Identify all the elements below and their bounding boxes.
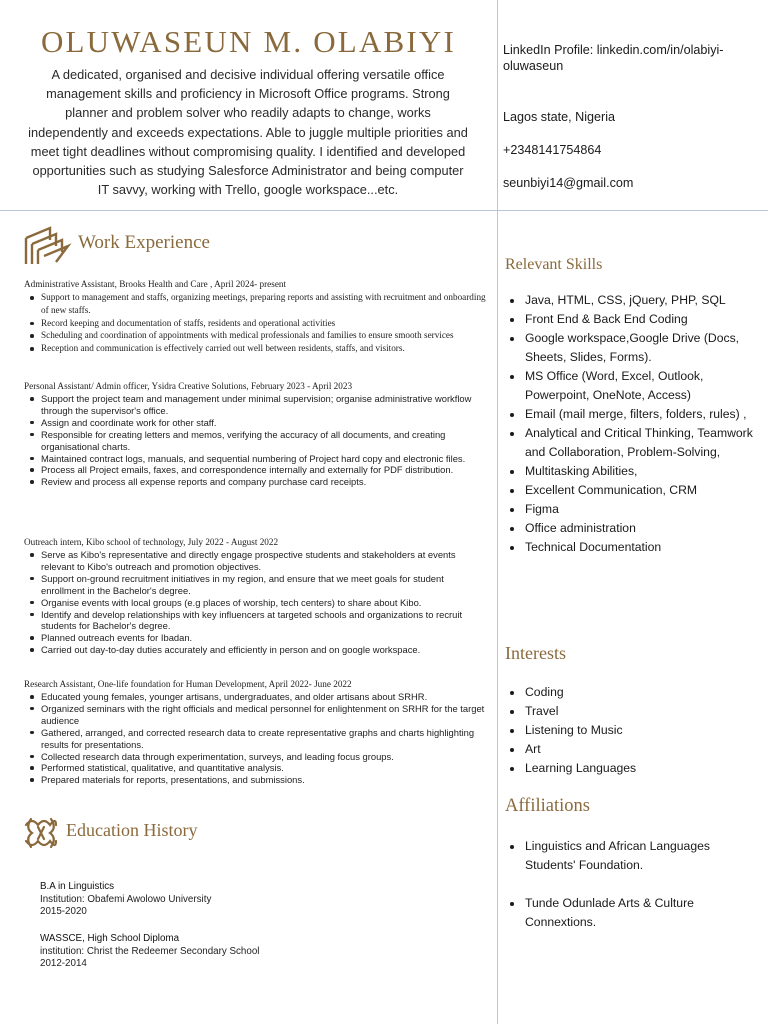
job-entry [24, 536, 490, 656]
years: 2012-2014 [40, 958, 87, 970]
duty-item: Support the project team and management under minimal supervision; organise administrative workflow through the supervisor's office. [24, 393, 490, 417]
duty-item: Record keeping and documentation of staffs, residents and operational activities [24, 317, 490, 330]
duty-item: Identify and develop relationships with key influencers at targeted schools and organizations to recruit students for Bachelor's degree. [24, 609, 490, 633]
job-entry [24, 678, 490, 786]
duty-item: Performed statistical, qualitative, and quantitative analysis. [24, 762, 490, 774]
job-title: Administrative Assistant, Brooks Health and Care , April 2024- present [24, 279, 287, 289]
skill-item: MS Office (Word, Excel, Outlook, Powerpoint, OneNote, Access) [510, 367, 760, 405]
years: 2015-2020 [40, 906, 87, 918]
job-entry [24, 380, 490, 488]
duty-item: Prepared materials for reports, presentations, and submissions. [24, 774, 490, 786]
job-duties [24, 691, 490, 786]
degree: B.A in Linguistics [40, 881, 115, 892]
skill-item: Analytical and Critical Thinking, Teamwork and Collaboration, Problem-Solving, [510, 424, 760, 462]
affiliation-item: Linguistics and African Languages Students' Foundation. [510, 837, 760, 875]
duty-item: Review and process all expense reports and company purchase card receipts. [24, 476, 490, 488]
skill-item: Technical Documentation [510, 538, 760, 557]
affiliations-list [510, 837, 760, 951]
interest-item: Travel [510, 702, 760, 721]
location: Lagos state, Nigeria [503, 110, 616, 124]
duty-item: Process all Project emails, faxes, and correspondence internally and externally for PDF distribution. [24, 464, 490, 476]
skill-item: Google workspace,Google Drive (Docs, Sheets, Slides, Forms). [510, 329, 760, 367]
duty-item: Support to management and staffs, organizing meetings, preparing reports and assisting with recruitment and onboarding of new staffs. [24, 291, 490, 317]
vertical-divider [497, 0, 498, 1024]
skill-item: Email (mail merge, filters, folders, rules) , [510, 405, 760, 424]
duty-item: Maintained contract logs, manuals, and sequential numbering of Project hard copy and electronic files. [24, 453, 490, 465]
skill-item: Office administration [510, 519, 760, 538]
interest-item: Listening to Music [510, 721, 760, 740]
profile-summary: A dedicated, organised and decisive individual offering versatile office management skills and proficiency in Microsoft Office programs. Strong planner and problem solver who readily adapts to change, works independently and exceeds expectations. Able to juggle multiple priorities and meet tight deadlines without compromising quality. I identified and developed opportunities such as studying Salesforce Administrator and being computer IT savvy, working with Trello, google workspace...etc. [28, 67, 468, 198]
stacked-chevrons-icon [22, 224, 72, 268]
knot-ornament-icon [23, 815, 59, 851]
work-experience-heading: Work Experience [78, 232, 210, 253]
job-duties [24, 393, 490, 488]
affiliations-heading: Affiliations [505, 796, 590, 816]
duty-item: Gathered, arranged, and corrected research data to create representative graphs and charts highlighting results for presentations. [24, 727, 490, 751]
job-duties [24, 549, 490, 656]
duty-item: Organise events with local groups (e.g places of worship, tech centers) to share about Kibo. [24, 597, 490, 609]
interests-list [510, 683, 760, 778]
job-title: Personal Assistant/ Admin officer, Ysidra Creative Solutions, February 2023 - April 2023 [24, 381, 353, 391]
linkedin-profile[interactable]: LinkedIn Profile: linkedin.com/in/olabiyi-oluwaseun [503, 43, 724, 73]
skill-item: Multitasking Abilities, [510, 462, 760, 481]
duty-item: Responsible for creating letters and memos, verifying the accuracy of all documents, and creating organisational charts. [24, 429, 490, 453]
skill-item: Excellent Communication, CRM [510, 481, 760, 500]
skill-item: Figma [510, 500, 760, 519]
duty-item: Scheduling and coordination of appointments with medical professionals and families to ensure smooth services [24, 329, 490, 342]
duty-item: Serve as Kibo's representative and directly engage prospective students and stakeholders at events relevant to Kibo's outreach and promotion objectives. [24, 549, 490, 573]
skill-item: Java, HTML, CSS, jQuery, PHP, SQL [510, 291, 760, 310]
job-title: Research Assistant, One-life foundation for Human Development, April 2022- June 2022 [24, 679, 352, 689]
skills-list [510, 291, 760, 557]
institution: institution: Christ the Redeemer Secondary School [40, 945, 260, 957]
horizontal-divider [0, 210, 768, 211]
duty-item: Collected research data through experimentation, surveys, and leading focus groups. [24, 751, 490, 763]
affiliation-item: Tunde Odunlade Arts & Culture Connextions. [510, 894, 760, 932]
duty-item: Support on-ground recruitment initiatives in my region, and ensure that we meet goals for student enrollment in the Bachelor's degree. [24, 573, 490, 597]
duty-item: Educated young females, younger artisans, undergraduates, and older artisans about SRHR. [24, 691, 490, 703]
education-entry [40, 881, 211, 919]
duty-item: Carried out day-to-day duties accurately and efficiently in person and on google workspace. [24, 644, 490, 656]
interest-item: Learning Languages [510, 759, 760, 778]
education-entry [40, 933, 259, 971]
institution: Institution: Obafemi Awolowo University [40, 893, 212, 905]
interest-item: Coding [510, 683, 760, 702]
degree: WASSCE, High School Diploma [40, 933, 180, 944]
interest-item: Art [510, 740, 760, 759]
interests-heading: Interests [505, 643, 566, 663]
skills-heading: Relevant Skills [505, 256, 603, 273]
skill-item: Front End & Back End Coding [510, 310, 760, 329]
email-address[interactable]: seunbiyi14@gmail.com [503, 176, 634, 190]
duty-item: Planned outreach events for Ibadan. [24, 632, 490, 644]
duty-item: Assign and coordinate work for other staff. [24, 417, 490, 429]
job-title: Outreach intern, Kibo school of technology, July 2022 - August 2022 [24, 537, 279, 547]
job-duties [24, 291, 490, 355]
duty-item: Organized seminars with the right officials and medical personnel for enlightenment on SRHR for the target audience [24, 703, 490, 727]
duty-item: Reception and communication is effectively carried out well between residents, staffs, and visitors. [24, 342, 490, 355]
candidate-name: OLUWASEUN M. OLABIYI [40, 24, 457, 59]
phone-number[interactable]: +2348141754864 [503, 143, 602, 157]
job-entry [24, 278, 490, 355]
education-heading: Education History [66, 820, 198, 840]
